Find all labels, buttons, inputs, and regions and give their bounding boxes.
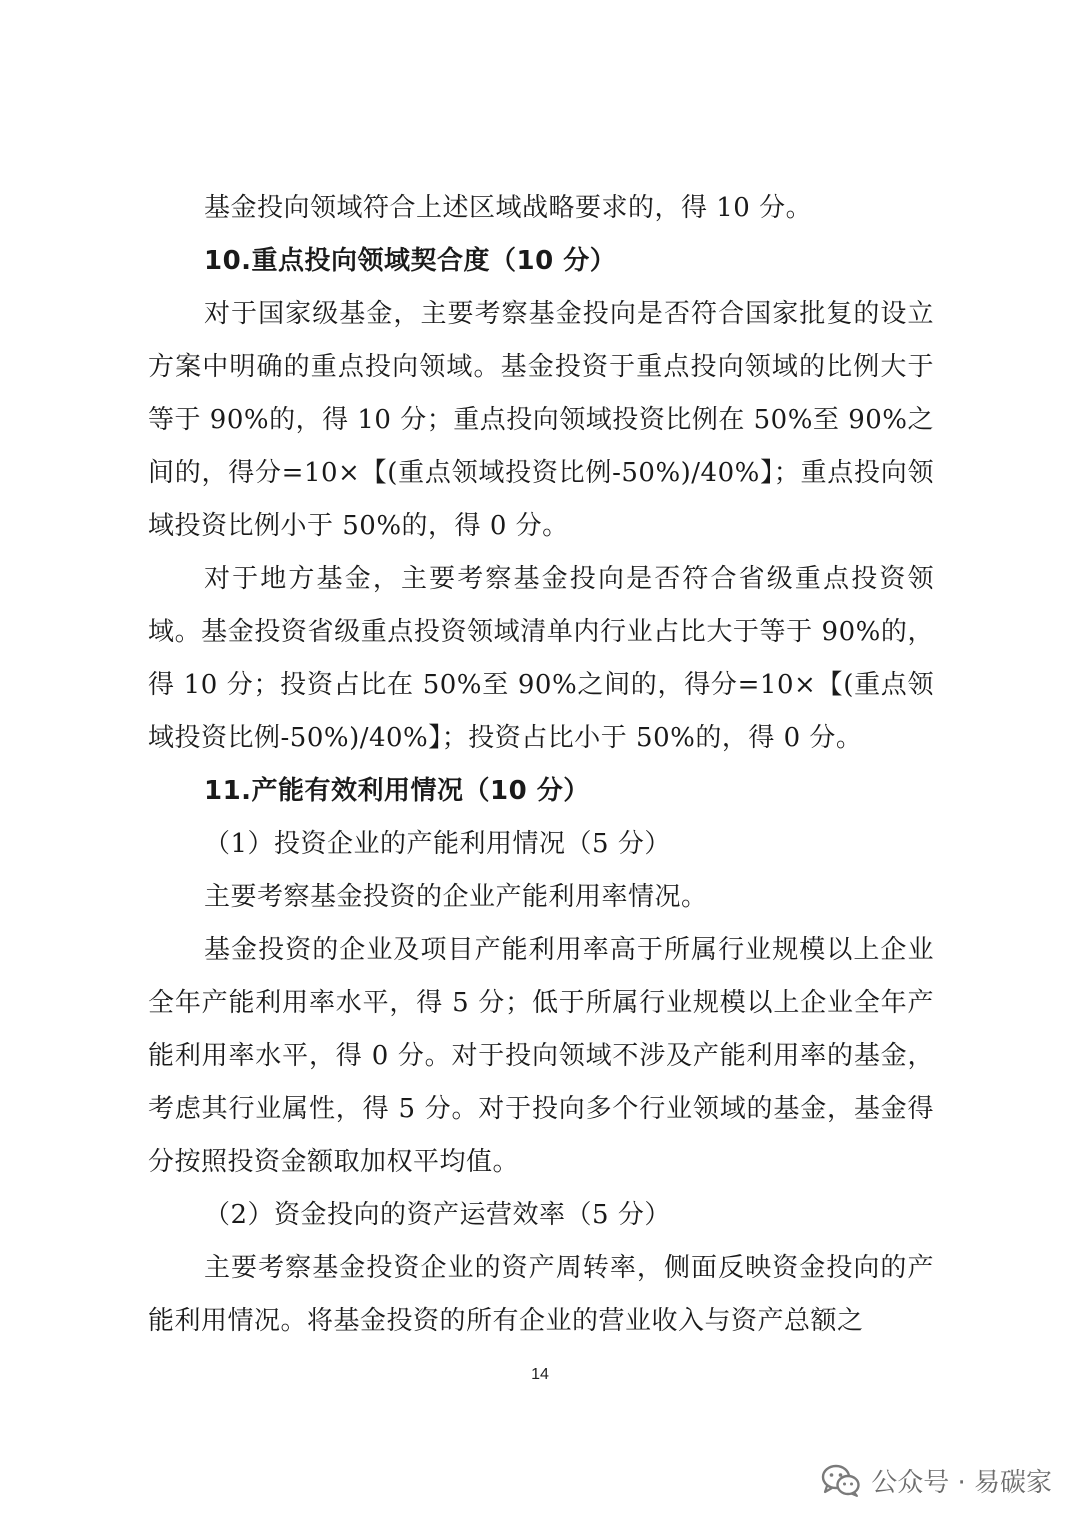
paragraph: 对于地方基金，主要考察基金投向是否符合省级重点投资领域。基金投资省级重点投资领域清单内行业占比大于等于 90%的，得 10 分；投资占比在 50%至 90%之间的，得分=10×【(重点领域投资比例-50%)/40%】；投资占比小于 50%的，得 0 分。 [148,564,934,753]
document-body [148,182,934,1348]
paragraph: 基金投向领域符合上述区域战略要求的，得 10 分。 [204,193,813,223]
section-heading: 11.产能有效利用情况（10 分） [204,776,590,806]
paragraph: （2）资金投向的资产运营效率（5 分） [204,1200,671,1230]
paragraph: 对于国家级基金，主要考察基金投向是否符合国家批复的设立方案中明确的重点投向领域。基金投资于重点投向领域的比例大于等于 90%的，得 10 分；重点投向领域投资比例在 50%至 90%之间的，得分=10×【(重点领域投资比例-50%)/40%】；重点投向领域投资比例小于 50%的，得 0 分。 [148,299,934,541]
paragraph: 主要考察基金投资企业的资产周转率，侧面反映资金投向的产能利用情况。将基金投资的所有企业的营业收入与资产总额之 [148,1253,934,1336]
paragraph: 主要考察基金投资的企业产能利用率情况。 [204,882,708,912]
section-heading: 10.重点投向领域契合度（10 分） [204,246,617,276]
paragraph: （1）投资企业的产能利用情况（5 分） [204,829,671,859]
watermark-text: 公众号 · 易碳家 [871,1468,1052,1498]
paragraph: 基金投资的企业及项目产能利用率高于所属行业规模以上企业全年产能利用率水平，得 5 分；低于所属行业规模以上企业全年产能利用率水平，得 0 分。对于投向领域不涉及产能利用率的基金，考虑其行业属性，得 5 分。对于投向多个行业领域的基金，基金得分按照投资金额取加权平均值。 [148,935,934,1177]
page-number: 14 [531,1366,549,1383]
watermark [821,1462,1052,1499]
wechat-icon [821,1464,861,1498]
